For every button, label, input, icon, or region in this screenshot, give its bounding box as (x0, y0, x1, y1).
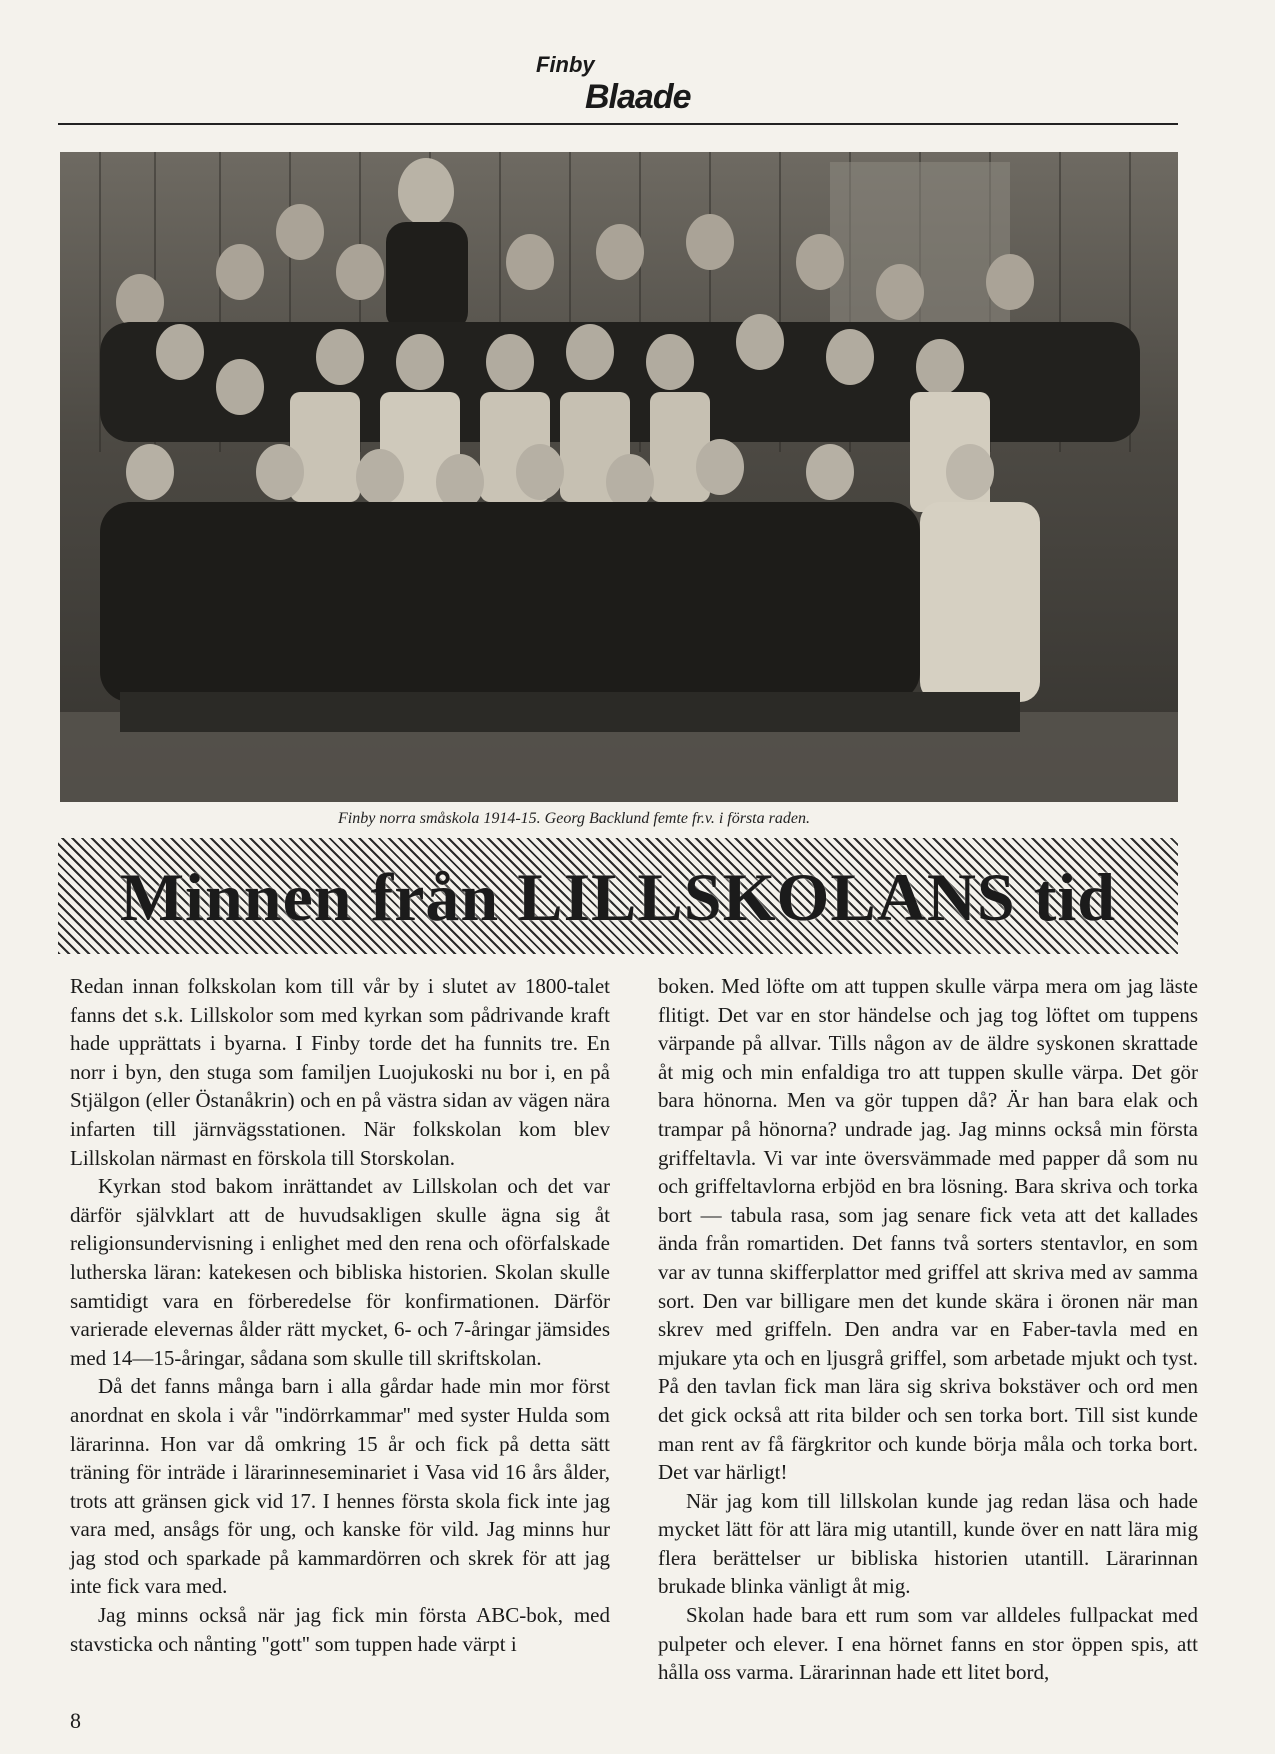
right-paragraph-2: När jag kom till lillskolan kunde jag redan läsa och hade mycket lätt för att lära mig utantill, kunde över en natt lära mig flera berättelser ur bibliska historien utantill. Lärarinnan brukade blinka vänligt åt mig. (658, 1488, 1198, 1599)
left-paragraph-2: Kyrkan stod bakom inrättandet av Lillskolan och det var därför självklart att de huvudsakligen skulle ägna sig åt religionsundervisning i enlighet med den rena och oförfalskade lutherska läran: katekesen och bibliska historien. Skolan skulle samtidigt vara en förberedelse för konfirmationen. Därför varierade elevernas ålder rätt mycket, 6- och 7-åringar jämsides med 14—15-åringar, sådana som skulle till skriftskolan. (70, 1174, 610, 1370)
masthead-line1: Finby (536, 52, 595, 77)
header-rule (58, 123, 1178, 125)
class-photo (60, 152, 1178, 802)
article-title-banner (58, 838, 1178, 954)
left-column (70, 972, 610, 1658)
masthead-line2: Blaade (585, 78, 691, 116)
right-column (658, 972, 1198, 1687)
left-paragraph-1: Redan innan folkskolan kom till vår by i slutet av 1800-talet fanns det s.k. Lillskolor som med kyrkan som pådrivande kraft hade upprättats i byarna. I Finby torde det ha funnits tre. En norr i byn, den stuga som familjen Luojukoski nu bor i, en på Stjälgon (eller Östanåkrin) och en på västra sidan av vägen nära infarten till järnvägsstationen. När folkskolan kom blev Lillskolan närmast en förskola till Storskolan. (70, 974, 610, 1170)
page-number: 8 (70, 1708, 81, 1733)
class-photo-illustration (60, 152, 1178, 802)
left-paragraph-4: Jag minns också när jag fick min första ABC-bok, med stavsticka och nånting ''gott'' som tuppen hade värpt i (70, 1603, 610, 1656)
right-paragraph-1: boken. Med löfte om att tuppen skulle värpa mera om jag läste flitigt. Det var en stor händelse och jag tog löftet om tuppens värpande på allvar. Tills någon av de äldre syskonen skrattade åt mig och min enfaldiga tro att tuppen skulle värpa. Det gör bara hönorna. Men va gör tuppen då? Är han bara elak och trampar på hönorna? undrade jag. Jag minns också min första griffeltavla. Vi var inte översvämmade med papper då som nu och griffeltavlorna erbjöd en bra lösning. Bara skriva och torka bort — tabula rasa, som jag senare fick veta att det kallades ända från romartiden. Det fanns två sorters stentavlor, en som var av tunna skifferplattor med griffel att skriva med av samma sort. Den var billigare men det kunde skära i öronen när man skrev med griffeln. Den andra var en Faber-tavla med en mjukare yta och en ljusgrå griffel, som arbetade mjukt och tyst. På den tavlan fick man lära sig skriva bokstäver och ord men det gick också att rita bilder och sen torka bort. Till sist kunde man rent av få färgkritor och kunde börja måla och torka bort. Det var härligt! (658, 974, 1198, 1485)
photo-caption: Finby norra småskola 1914-15. Georg Backlund femte fr.v. i första raden. (338, 810, 810, 827)
left-paragraph-3: Då det fanns många barn i alla gårdar hade min mor först anordnat en skola i vår ''indörrkammar'' med syster Hulda som lärarinna. Hon var då omkring 15 år och fick på detta sätt träning för inträde i lärarinneseminariet i Vasa vid 16 års ålder, trots att gränsen gick vid 17. I hennes första skola fick inte jag vara med, ansågs för ung, och kanske för vild. Jag minns hur jag stod och sparkade på kammardörren och skrek för att jag inte fick vara med. (70, 1374, 610, 1599)
right-paragraph-3: Skolan hade bara ett rum som var alldeles fullpackat med pulpeter och elever. I ena hörnet fanns en stor öppen spis, att hålla oss varma. Lärarinnan hade ett litet bord, (658, 1603, 1198, 1685)
article-title: Minnen från LILLSKOLANS tid (119, 859, 1117, 935)
